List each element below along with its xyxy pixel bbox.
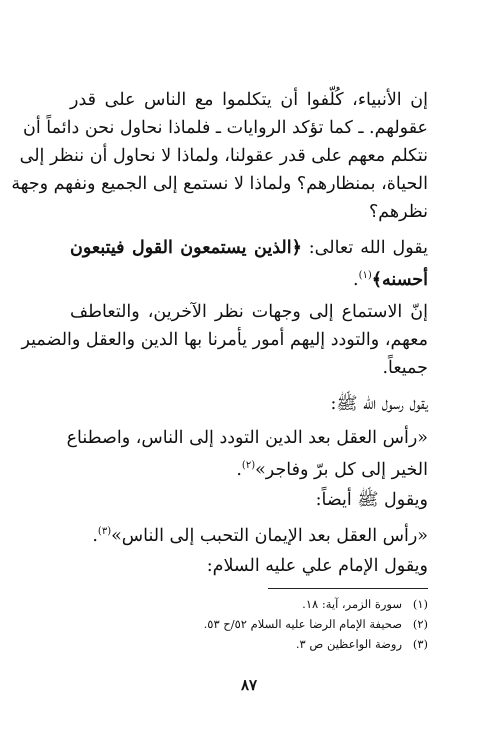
footnote-separator xyxy=(268,588,428,589)
footnote-number: (٣) xyxy=(412,637,428,651)
quran-quote-line xyxy=(70,262,428,294)
paragraph-line: إنّ الاستماع إلى وجهات نظر الآخرين، والتعاطف xyxy=(70,302,428,322)
quote-intro: يقول الله تعالى: xyxy=(301,238,428,258)
footnote-text: سورة الزمر، آية: ١٨. xyxy=(302,597,402,611)
paragraph-line: عقولهم. ـ كما تؤكد الروايات ـ فلماذا نحاول نحن دائماً أن xyxy=(23,118,428,138)
closing-line: ويقول الإمام علي عليه السلام: xyxy=(206,556,428,576)
footnote-number: (١) xyxy=(412,597,428,611)
footnote-ref: (١) xyxy=(358,270,372,281)
footnote xyxy=(70,634,428,654)
footnote xyxy=(70,594,428,614)
paragraph-line: الحياة، بمنظارهم؟ ولماذا لا نستمع إلى الجميع ونفهم وجهة xyxy=(11,174,428,194)
footnote-ref: (٢) xyxy=(241,460,256,471)
footnote-number: (٢) xyxy=(412,617,428,631)
hadith-intro: ويقول ﷺ أيضاً: xyxy=(315,490,428,510)
paragraph-line: معهم، والتودد إليهم أمور يأمرنا بها الدين والعقل والضمير xyxy=(21,330,428,350)
quran-verse-end: أحسنه﴾ xyxy=(371,269,428,290)
hadith-line xyxy=(70,452,428,484)
period: . xyxy=(353,269,359,290)
footnote-ref: (٣) xyxy=(97,526,112,537)
hadith-line xyxy=(70,518,428,550)
hadith-text: الخير إلى كل برّ وفاجر» xyxy=(255,459,428,480)
quran-quote-line xyxy=(70,234,428,262)
document-page xyxy=(11,0,428,756)
period: . xyxy=(92,525,98,546)
quran-verse: ﴿الذين يستمعون القول فيتبعون xyxy=(70,238,302,258)
paragraph-line: نظرهم؟ xyxy=(368,202,428,222)
paragraph-line: نتكلم معهم على قدر عقولنا، ولماذا لا نحاول أن ننظر إلى xyxy=(19,146,428,166)
paragraph-line: جميعاً. xyxy=(382,358,428,378)
footnote-text: صحيفة الإمام الرضا عليه السلام ٥٢/ح ٥٣. xyxy=(203,617,402,631)
paragraph-line: إن الأنبياء، كُلّفوا أن يتكلموا مع الناس على قدر xyxy=(70,90,428,110)
footnote-text: روضة الواعظين ص ٣. xyxy=(295,637,402,651)
footnote xyxy=(70,614,428,634)
page-number: ٨٧ xyxy=(240,676,258,694)
period: . xyxy=(236,459,242,480)
hadith-text: «رأس العقل بعد الإيمان التحبب إلى الناس» xyxy=(111,525,428,546)
hadith-line: «رأس العقل بعد الدين التودد إلى الناس، واصطناع xyxy=(66,428,428,448)
hadith-intro: يقول رسول الله ﷺ: xyxy=(330,394,428,414)
